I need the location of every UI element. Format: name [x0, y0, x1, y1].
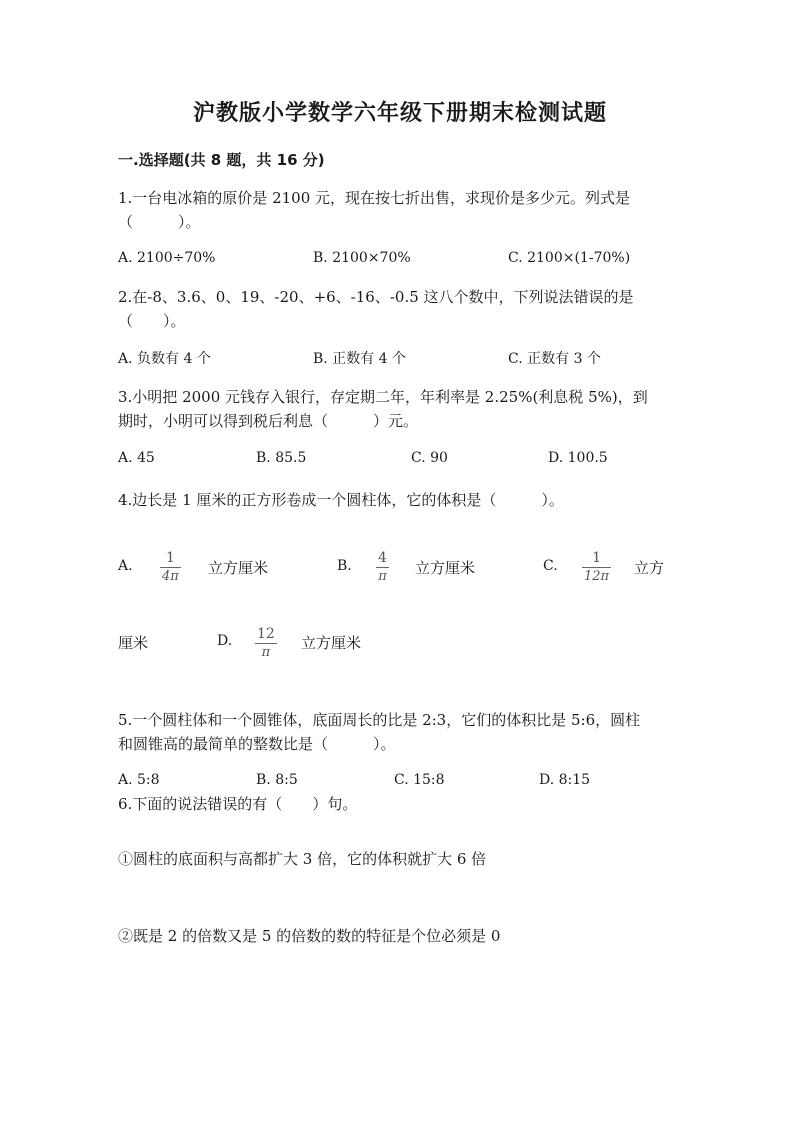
question-1-line-2: （ ）。 — [118, 213, 201, 231]
question-3-option-a: A. 45 — [118, 450, 155, 466]
question-4-option-c-unit-part-2: 厘米 — [118, 634, 149, 652]
fraction-bar — [160, 567, 181, 568]
question-4-option-b-label: B. — [337, 558, 352, 574]
question-4-option-d-unit: 立方厘米 — [301, 634, 362, 652]
question-1 — [118, 186, 630, 234]
question-5-option-b: B. 8:5 — [256, 772, 298, 788]
question-3-option-d: D. 100.5 — [548, 450, 608, 466]
question-2-line-2: （ ）。 — [118, 312, 186, 330]
question-2-option-b: B. 正数有 4 个 — [313, 351, 406, 367]
question-5-option-d: D. 8:15 — [539, 772, 591, 788]
question-3 — [118, 385, 648, 433]
question-4-option-b-fraction — [376, 550, 389, 585]
question-4 — [118, 488, 564, 512]
fraction-bar — [582, 567, 611, 568]
fraction-bar — [255, 643, 277, 644]
question-1-option-c: C. 2100×(1-70%) — [508, 250, 631, 266]
question-5-option-a: A. 5:8 — [118, 772, 160, 788]
fraction-numerator: 1 — [592, 550, 601, 566]
question-6-statement-2: ②既是 2 的倍数又是 5 的倍数的数的特征是个位必须是 0 — [118, 927, 501, 945]
question-3-option-b: B. 85.5 — [256, 450, 307, 466]
question-2-option-a: A. 负数有 4 个 — [118, 351, 211, 367]
fraction-denominator: π — [261, 645, 271, 660]
question-3-line-2: 期时，小明可以得到税后利息（ ）元。 — [118, 412, 419, 430]
question-4-option-a-unit: 立方厘米 — [208, 559, 269, 577]
question-2-option-c: C. 正数有 3 个 — [508, 351, 601, 367]
question-3-line-1: 3.小明把 2000 元钱存入银行，存定期二年，年利率是 2.25%(利息税 5%)，到 — [118, 388, 648, 406]
question-1-option-b: B. 2100×70% — [313, 250, 411, 266]
question-4-option-c-fraction — [582, 550, 611, 585]
section-heading: 一.选择题(共 8 题，共 16 分) — [118, 151, 325, 169]
question-4-option-a-fraction — [160, 550, 181, 585]
question-4-line-1: 4.边长是 1 厘米的正方形卷成一个圆柱体，它的体积是（ ）。 — [118, 491, 564, 509]
page-title: 沪教版小学数学六年级下册期末检测试题 — [192, 100, 607, 126]
fraction-denominator: π — [378, 569, 387, 584]
question-4-option-d-fraction — [255, 626, 277, 661]
question-1-line-1: 1.一台电冰箱的原价是 2100 元，现在按七折出售，求现价是多少元。列式是 — [118, 189, 631, 207]
question-6 — [118, 792, 357, 816]
question-6-statement-1: ①圆柱的底面积与高都扩大 3 倍，它的体积就扩大 6 倍 — [118, 850, 487, 868]
question-4-option-c-unit-part-1: 立方 — [634, 559, 665, 577]
fraction-bar — [376, 567, 389, 568]
question-5-line-2: 和圆锥高的最简单的整数比是（ ）。 — [118, 735, 396, 753]
question-5-line-1: 5.一个圆柱体和一个圆锥体，底面周长的比是 2:3，它们的体积比是 5:6，圆柱 — [118, 711, 641, 729]
fraction-denominator: 4π — [162, 569, 179, 584]
question-4-option-a-label: A. — [118, 558, 133, 574]
fraction-numerator: 4 — [378, 550, 387, 566]
question-4-option-d-label: D. — [217, 633, 233, 649]
question-5 — [118, 708, 640, 756]
question-3-option-c: C. 90 — [411, 450, 448, 466]
question-2-line-1: 2.在-8、3.6、0、19、-20、+6、-16、-0.5 这八个数中，下列说法错误的是 — [118, 288, 634, 306]
fraction-numerator: 1 — [165, 550, 175, 566]
question-5-option-c: C. 15:8 — [394, 772, 445, 788]
question-2 — [118, 285, 634, 333]
question-1-option-a: A. 2100÷70% — [118, 250, 216, 266]
fraction-denominator: 12π — [584, 569, 610, 584]
question-4-option-c-label: C. — [543, 558, 558, 574]
question-4-option-b-unit: 立方厘米 — [415, 559, 476, 577]
fraction-numerator: 12 — [257, 626, 275, 642]
question-6-line-1: 6.下面的说法错误的有（ ）句。 — [118, 795, 358, 813]
